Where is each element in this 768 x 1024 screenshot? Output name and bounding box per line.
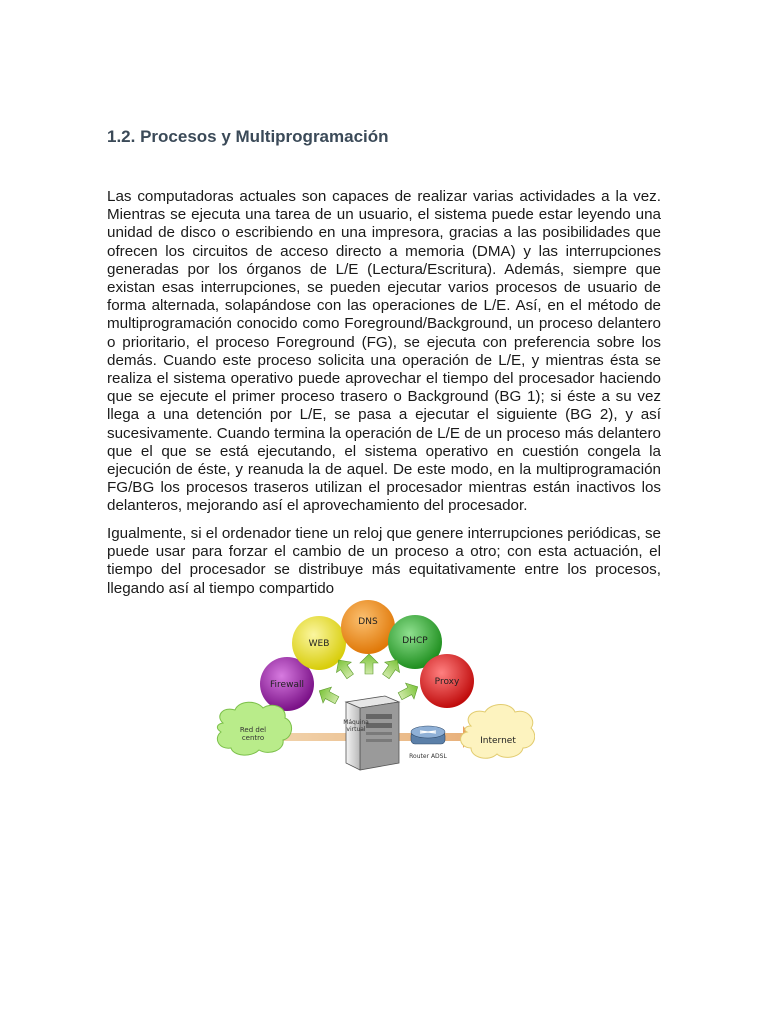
internet-label: Internet [480,736,516,746]
section-heading: 1.2. Procesos y Multiprogramación [107,127,389,146]
dhcp-label: DHCP [402,636,428,646]
firewall-label: Firewall [270,680,304,690]
server-bay-icon [366,732,392,735]
virtual-machine-server [343,696,399,770]
web-label: WEB [308,639,330,649]
arrow-icon-firewall [315,683,341,708]
body-paragraph-2: Igualmente, si el ordenador tiene un reloj que genere interrupciones periódicas, se puede usar para forzar el cambio de un proceso a otro; con esta actuación, el tiempo del procesador se distribuye más equitativamente entre los procesos, llegando así al tiempo compartido [107,525,661,597]
arrow-icon-dns [360,654,378,674]
network-services-diagram [205,598,535,778]
server-bay-icon [366,723,392,728]
arrow-icon-proxy [396,679,422,704]
server-label-2: virtual [346,726,366,733]
left-cloud-label-2: centro [241,734,265,742]
service-web [292,616,346,670]
cloud-icon [461,705,535,759]
body-paragraph-1: Las computadoras actuales son capaces de realizar varias actividades a la vez. Mientras se ejecuta una tarea de un usuario, el sistema puede estar leyendo una unidad de disco o escribiendo en una impresora, gracias a las posibilidades que ofrecen los circuitos de acceso directo a memoria (DMA) y las interrupciones generadas por los órganos de L/E (Lectura/Escritura). Además, siempre que existan esas interrupciones, se pueden ejecutar varios procesos de usuario de forma alternada, solapándose con las operaciones de L/E. Así, en el método de multiprogramación conocido como Foreground/Background, un proceso delantero o prioritario, el proceso Foreground (FG), se ejecuta con preferencia sobre los demás. Cuando este proceso solicita una operación de L/E, y mientras ésta se realiza el sistema operativo puede aprovechar el tiempo del procesador haciendo que se ejecute el primer proceso trasero o Background (BG 1); si éste a su vez llega a una detención por L/E, se pasa a ejecutar el siguiente (BG 2), y así sucesivamente. Cuando termina la operación de L/E de un proceso más delantero que el que se está ejecutando, el sistema operativo en cuestión congela la ejecución de éste, y reanuda la de aquel. De este modo, en la multiprogramación FG/BG los procesos traseros utilizan el procesador mientras están inactivos los delanteros, mejorando así el aprovechamiento del procesador. [107,188,661,515]
server-label-1: Máquina [343,719,369,726]
router-label: Router ADSL [409,753,447,760]
dns-label: DNS [358,617,378,627]
left-cloud-label-1: Red del [239,726,267,734]
server-bay-icon [366,714,392,719]
server-side-icon [360,702,399,770]
server-bay-icon [366,739,392,742]
router [409,726,447,760]
left-cloud [217,702,291,755]
proxy-label: Proxy [434,677,460,687]
service-proxy [420,654,474,708]
server-front-icon [346,702,360,770]
service-dns [341,600,395,654]
right-cloud [461,705,535,759]
dns-circle-icon [341,600,395,654]
